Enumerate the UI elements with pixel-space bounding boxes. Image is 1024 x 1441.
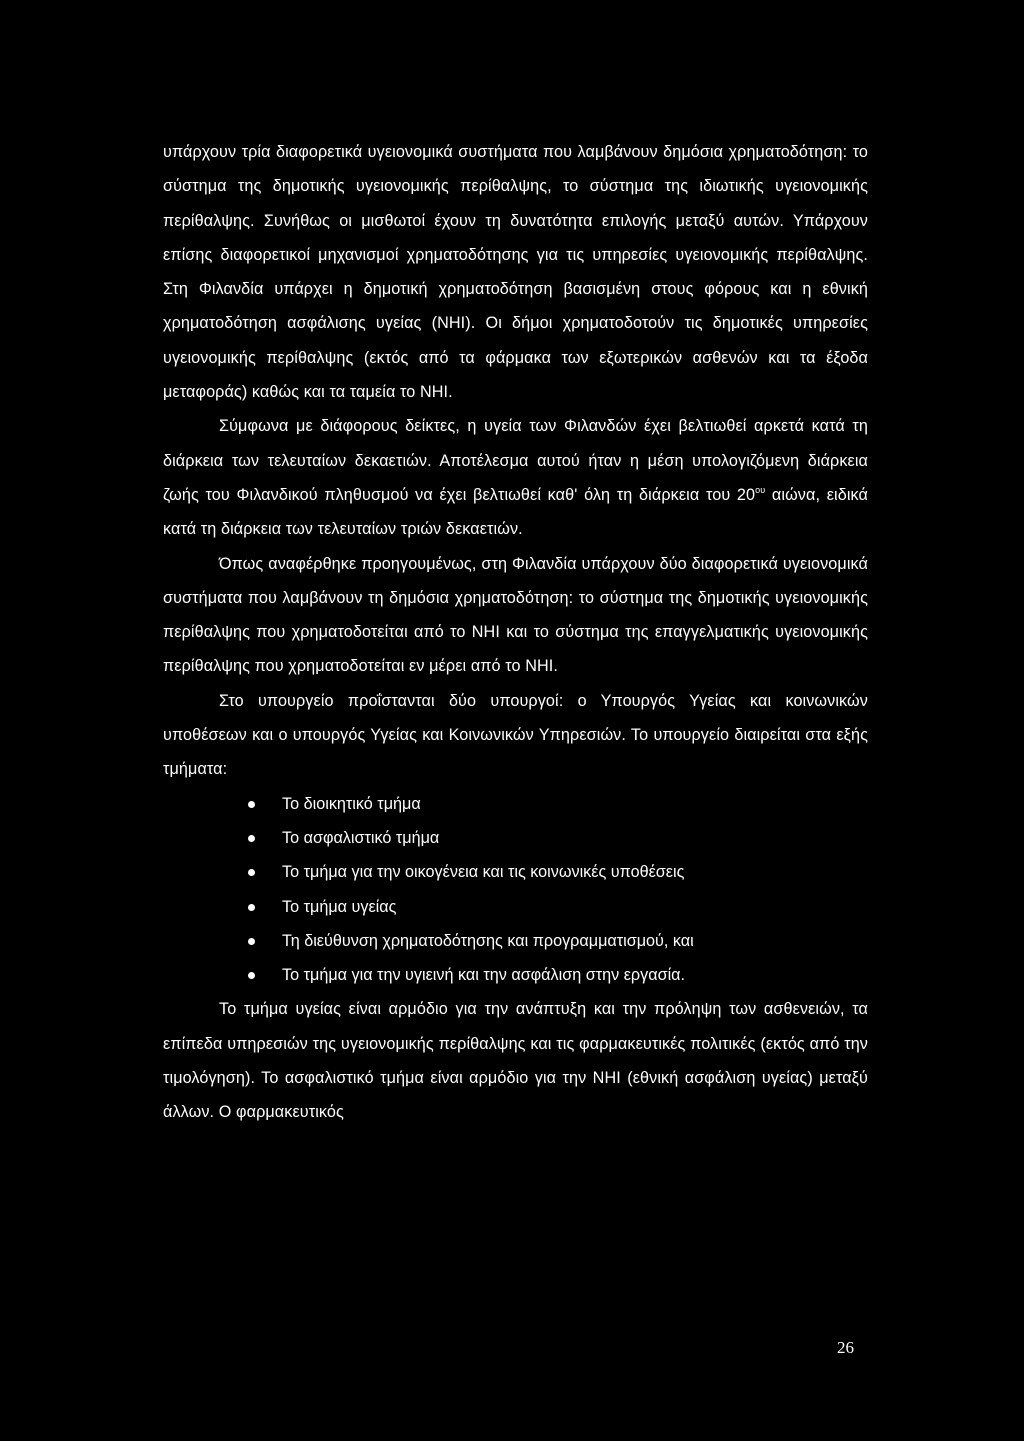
department-list <box>163 787 868 993</box>
list-item: Το ασφαλιστικό τμήμα <box>163 821 868 855</box>
paragraph-5: Το τμήμα υγείας είναι αρμόδιο για την ανάπτυξη και την πρόληψη των ασθενειών, τα επίπεδα υπηρεσιών της υγειονομικής περίθαλψης και τις φαρμακευτικές πολιτικές (εκτός από την τιμολόγηση). Το ασφαλιστικό τμήμα είναι αρμόδιο για την NHI (εθνική ασφάλιση υγείας) μεταξύ άλλων. Ο φαρμακευτικός <box>163 1000 868 1122</box>
paragraph-1: υπάρχουν τρία διαφορετικά υγειονομικά συστήματα που λαμβάνουν δημόσια χρηματοδότηση: το σύστημα της δημοτικής υγειονομικής περίθαλψης, το σύστημα της ιδιωτικής υγειονομικής περίθαλψης. Συνήθως οι μισθωτοί έχουν τη δυνατότητα επιλογής μεταξύ αυτών. Υπάρχουν επίσης διαφορετικοί μηχανισμοί χρηματοδότησης για τις υπηρεσίες υγειονομικής περίθαλψης. Στη Φιλανδία υπάρχει η δημοτική χρηματοδότηση βασισμένη στους φόρους και η εθνική χρηματοδότηση ασφάλισης υγείας (NHI). Οι δήμοι χρηματοδοτούν τις δημοτικές υπηρεσίες υγειονομικής περίθαλψης (εκτός από τα φάρμακα των εξωτερικών ασθενών και τα έξοδα μεταφοράς) καθώς και τα ταμεία το NHI. <box>163 143 868 402</box>
ordinal-superscript: ου <box>755 484 766 495</box>
paragraph-2-text-a: Σύμφωνα με διάφορους δείκτες, η υγεία των Φιλανδών έχει βελτιωθεί αρκετά κατά τη διάρκεια των τελευταίων δεκαετιών. Αποτέλεσμα αυτού ήταν η μέση υπολογιζόμενη διάρκεια ζωής του Φιλανδικού πληθυσμού να έχει βελτιωθεί καθ' όλη τη διάρκεια του 20 <box>163 417 868 504</box>
paragraph-2-text-b: αιώνα, ειδικά κατά τη διάρκεια των τελευταίων τριών δεκαετιών. <box>163 485 868 539</box>
bullet-icon <box>248 972 255 979</box>
bullet-icon <box>248 801 255 808</box>
bullet-icon <box>248 938 255 945</box>
list-item: Το τμήμα υγείας <box>163 890 868 924</box>
paragraph-4: Στο υπουργείο προΐστανται δύο υπουργοί: ο Υπουργός Υγείας και κοινωνικών υποθέσεων και ο υπουργός Υγείας και Κοινωνικών Υπηρεσιών. Το υπουργείο διαιρείται στα εξής τμήματα: <box>163 691 868 779</box>
page-number: 26 <box>837 1338 854 1357</box>
paragraph-3: Όπως αναφέρθηκε προηγουμένως, στη Φιλανδία υπάρχουν δύο διαφορετικά υγειονομικά συστήματα που λαμβάνουν τη δημόσια χρηματοδότηση: το σύστημα της δημοτικής υγειονομικής περίθαλψης που χρηματοδοτείται από το NHI και το σύστημα της επαγγελματικής υγειονομικής περίθαλψης που χρηματοδοτείται εν μέρει από το NHI. <box>163 554 868 676</box>
list-item: Τη διεύθυνση χρηματοδότησης και προγραμματισμού, και <box>163 924 868 958</box>
list-item: Το τμήμα για την οικογένεια και τις κοινωνικές υποθέσεις <box>163 855 868 889</box>
list-item: Το τμήμα για την υγιεινή και την ασφάλιση στην εργασία. <box>163 958 868 992</box>
bullet-icon <box>248 869 255 876</box>
document-body <box>163 135 868 1130</box>
bullet-icon <box>248 904 255 911</box>
paragraph-2 <box>163 409 868 546</box>
bullet-icon <box>248 835 255 842</box>
list-item: Το διοικητικό τμήμα <box>163 787 868 821</box>
